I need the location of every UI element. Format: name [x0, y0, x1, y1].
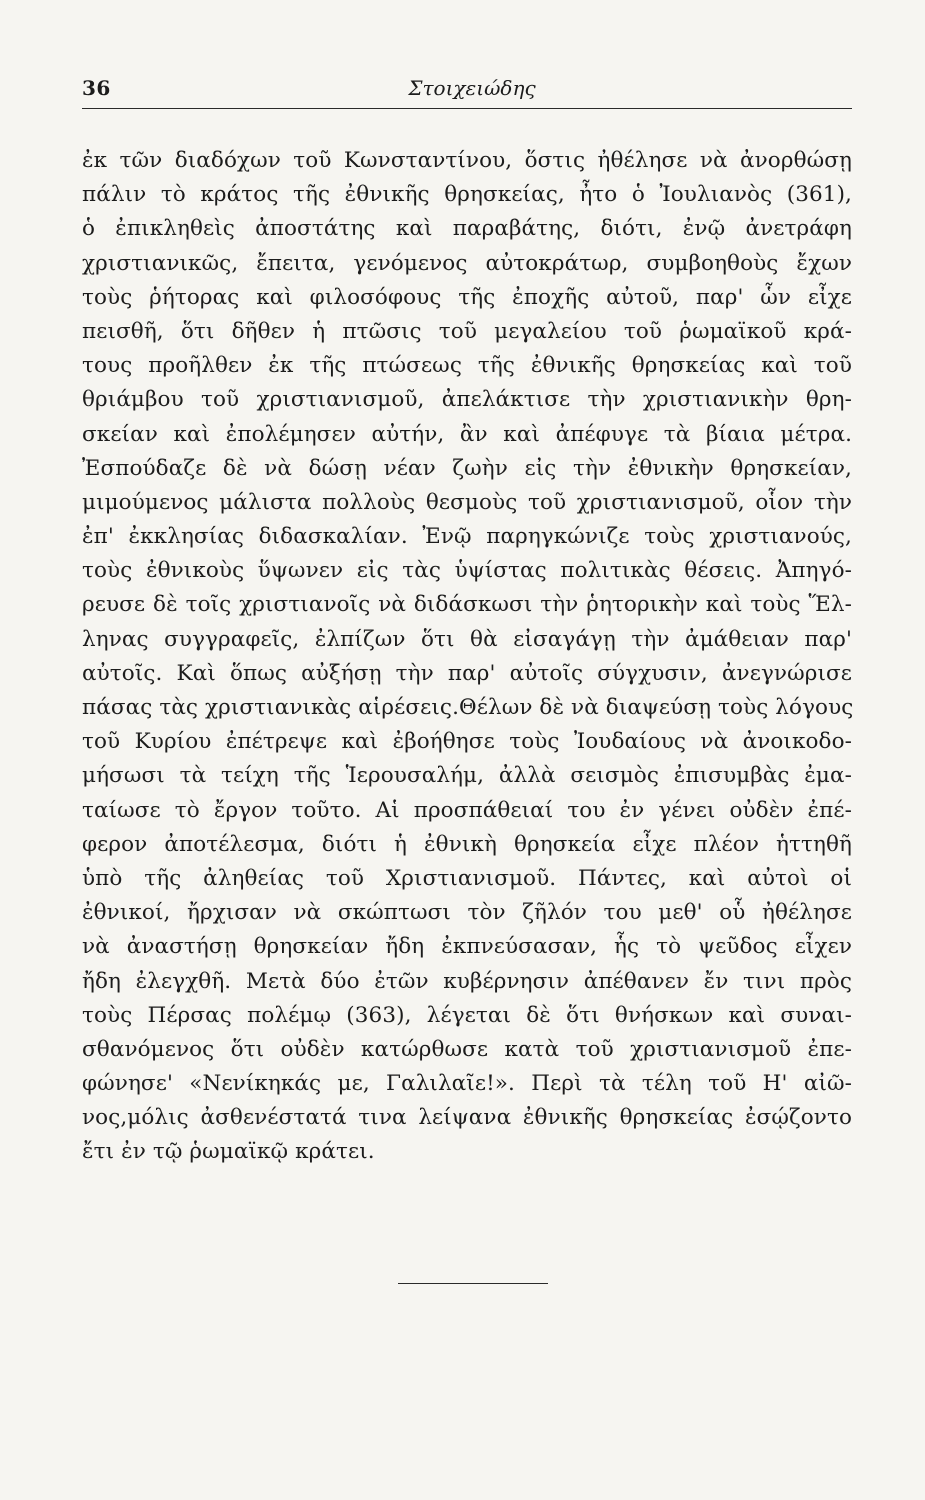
page-number: 36: [82, 76, 111, 100]
text-line: μήσωσι τὰ τείχη τῆς Ἱερουσαλήμ, ἀλλὰ σεισμὸς ἐπισυμβὰς ἐμα-: [82, 763, 852, 789]
text-line: σκείαν καὶ ἐπολέμησεν αὐτήν, ἂν καὶ ἀπέφυγε τὰ βίαια μέτρα.: [82, 421, 852, 447]
text-line: ρευσε δὲ τοῖς χριστιανοῖς νὰ διδάσκωσι τὴν ῥητορικὴν καὶ τοὺς Ἕλ-: [82, 592, 852, 618]
footnote-rule: [398, 1283, 548, 1284]
text-line: τοῦ Κυρίου ἐπέτρεψε καὶ ἐβοήθησε τοὺς Ἰουδαίους νὰ ἀνοικοδο-: [82, 729, 852, 755]
text-line: τους προῆλθεν ἐκ τῆς πτώσεως τῆς ἐθνικῆς θρησκείας καὶ τοῦ: [82, 353, 852, 379]
text-line: μιμούμενος μάλιστα πολλοὺς θεσμοὺς τοῦ χριστιανισμοῦ, οἷον τὴν: [82, 489, 852, 515]
text-line: ὁ ἐπικληθεὶς ἀποστάτης καὶ παραβάτης, διότι, ἐνῷ ἀνετράφη: [82, 216, 852, 242]
text-line: ἤδη ἐλεγχθῆ. Μετὰ δύο ἐτῶν κυβέρνησιν ἀπέθανεν ἔν τινι πρὸς: [82, 968, 852, 994]
text-line: ἔτι ἐν τῷ ῥωμαϊκῷ κράτει.: [82, 1139, 375, 1165]
page-header: [82, 72, 850, 106]
text-line: ἐκ τῶν διαδόχων τοῦ Κωνσταντίνου, ὅστις ἠθέλησε νὰ ἀνορθώσῃ: [82, 148, 852, 173]
text-line: αὐτοῖς. Καὶ ὅπως αὐξήσῃ τὴν παρ' αὐτοῖς σύγχυσιν, ἀνεγνώρισε: [82, 660, 852, 686]
text-line: ληνας συγγραφεῖς, ἐλπίζων ὅτι θὰ εἰσαγάγῃ τὴν ἀμάθειαν παρ': [82, 626, 852, 652]
text-line: ἐθνικοί, ἤρχισαν νὰ σκώπτωσι τὸν ζῆλόν του μεθ' οὗ ἠθέλησε: [82, 900, 852, 926]
text-line: σθανόμενος ὅτι οὐδὲν κατώρθωσε κατὰ τοῦ χριστιανισμοῦ ἐπε-: [82, 1036, 852, 1062]
text-line: τοὺς ῥήτορας καὶ φιλοσόφους τῆς ἐποχῆς αὐτοῦ, παρ' ὧν εἶχε: [82, 284, 852, 310]
text-line: Ἐσπούδαζε δὲ νὰ δώσῃ νέαν ζωὴν εἰς τὴν ἐθνικὴν θρησκείαν,: [82, 455, 852, 481]
text-line: πάσας τὰς χριστιανικὰς αἱρέσεις.Θέλων δὲ νὰ διαψεύσῃ τοὺς λόγους: [82, 695, 854, 720]
text-line: νὰ ἀναστήσῃ θρησκείαν ἤδη ἐκπνεύσασαν, ἧς τὸ ψεῦδος εἶχεν: [82, 934, 852, 960]
text-line: χριστιανικῶς, ἔπειτα, γενόμενος αὐτοκράτωρ, συμβοηθοὺς ἔχων: [82, 250, 852, 276]
text-line: θριάμβου τοῦ χριστιανισμοῦ, ἀπελάκτισε τὴν χριστιανικὴν θρη-: [82, 387, 852, 413]
body-text: [82, 144, 852, 1170]
text-line: φώνησε' «Νενίκηκάς με, Γαλιλαῖε!». Περὶ τὰ τέλη τοῦ Η' αἰῶ-: [82, 1071, 852, 1097]
text-line: τοὺς Πέρσας πολέμῳ (363), λέγεται δὲ ὅτι θνήσκων καὶ συναι-: [82, 1002, 852, 1028]
text-line: πάλιν τὸ κράτος τῆς ἐθνικῆς θρησκείας, ἦτο ὁ Ἰουλιανὸς (361),: [82, 182, 852, 208]
text-line: ταίωσε τὸ ἔργον τοῦτο. Αἱ προσπάθειαί του ἐν γένει οὐδὲν ἐπέ-: [82, 797, 852, 823]
text-line: ἐπ' ἐκκλησίας διδασκαλίαν. Ἐνῷ παρηγκώνιζε τοὺς χριστιανούς,: [82, 524, 852, 550]
running-title: Στοιχειώδης: [408, 76, 536, 100]
text-line: νος,μόλις ἀσθενέστατά τινα λείψανα ἐθνικῆς θρησκείας ἐσῴζοντο: [82, 1105, 852, 1131]
text-line: τοὺς ἐθνικοὺς ὕψωνεν εἰς τὰς ὑψίστας πολιτικὰς θέσεις. Ἀπηγό-: [82, 558, 852, 584]
header-rule: [82, 108, 852, 109]
text-line: ὑπὸ τῆς ἀληθείας τοῦ Χριστιανισμοῦ. Πάντες, καὶ αὐτοὶ οἱ: [82, 865, 852, 891]
text-line: φερον ἀποτέλεσμα, διότι ἡ ἐθνικὴ θρησκεία εἶχε πλέον ἡττηθῆ: [82, 831, 852, 857]
text-line: πεισθῆ, ὅτι δῆθεν ἡ πτῶσις τοῦ μεγαλείου τοῦ ῥωμαϊκοῦ κρά-: [82, 318, 852, 344]
